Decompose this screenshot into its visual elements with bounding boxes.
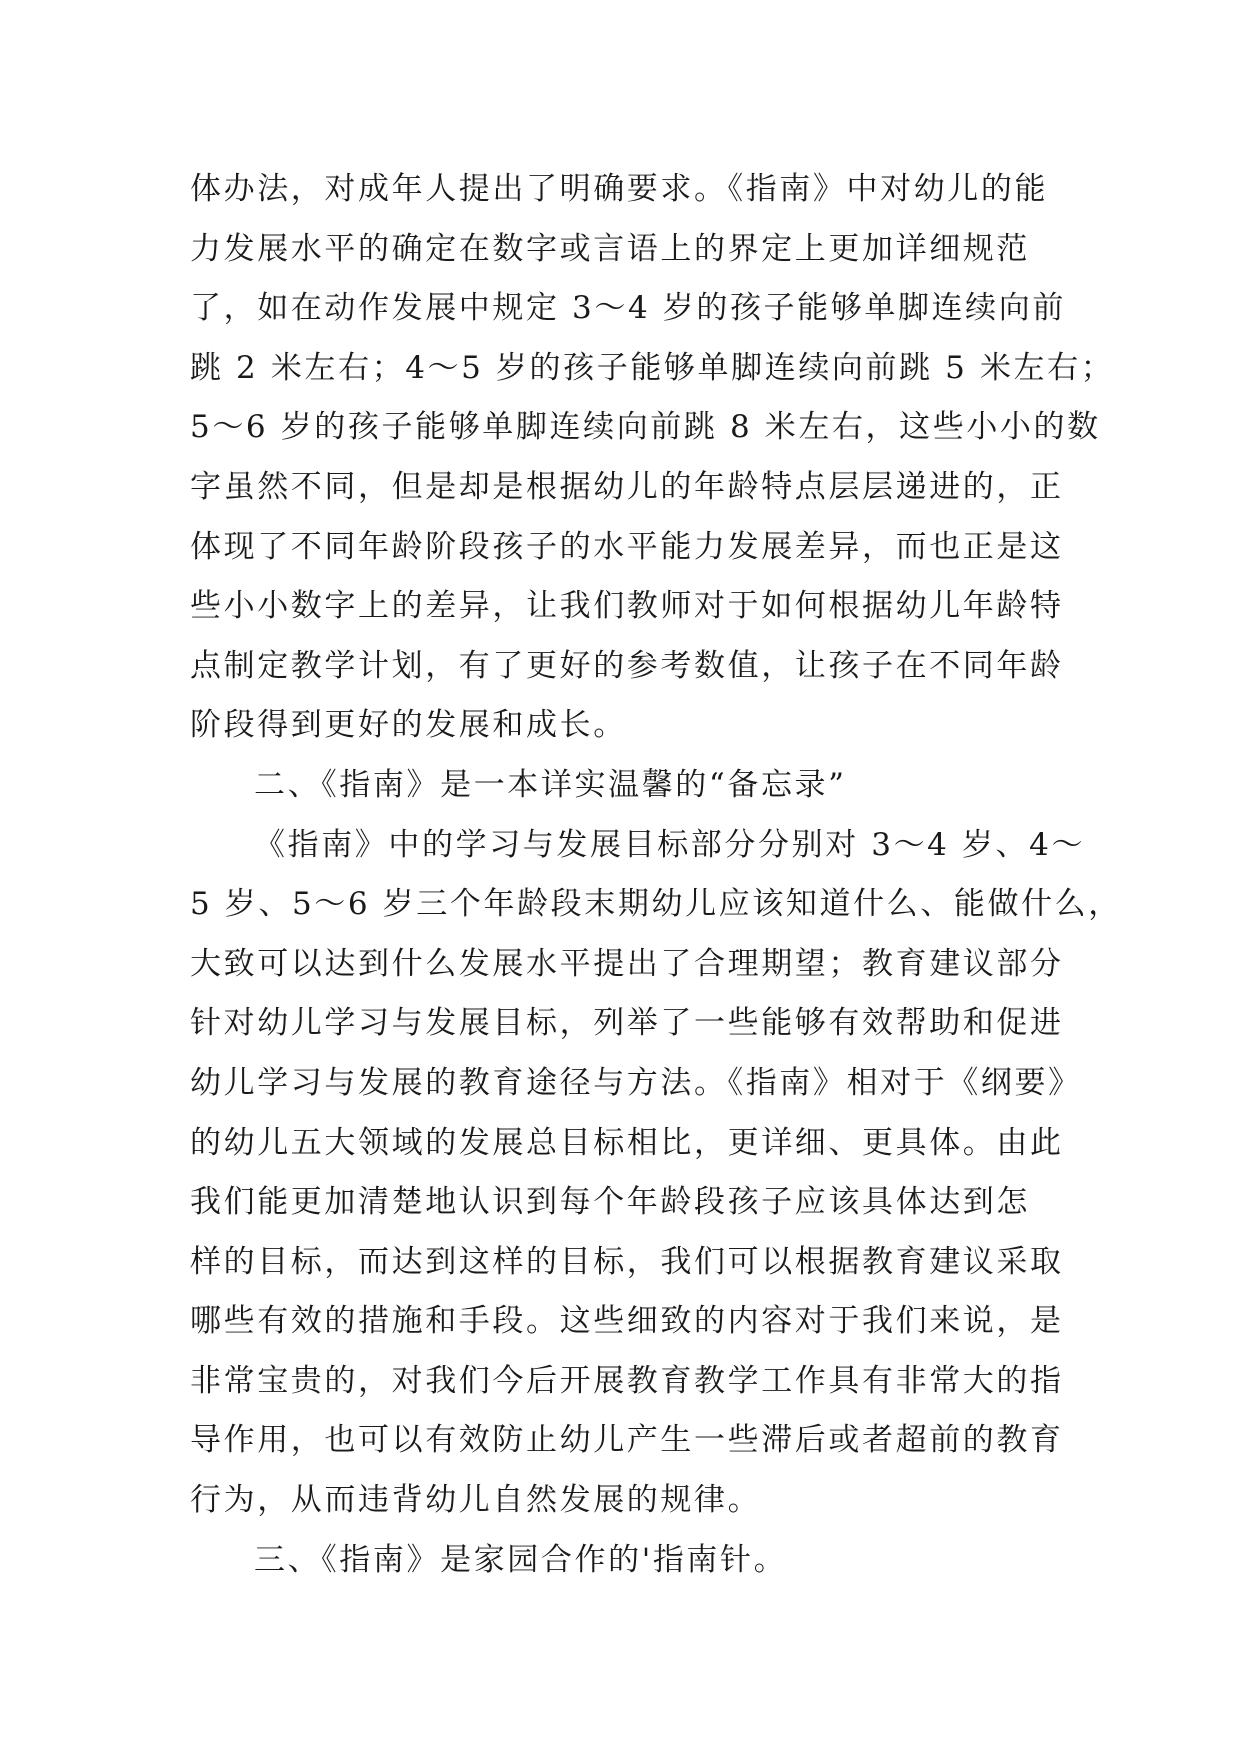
text-line: 阶段得到更好的发展和成长。: [190, 707, 627, 744]
text-line: 跳 2 米左右；4～5 岁的孩子能够单脚连续向前跳 5 米左右；: [190, 349, 1115, 386]
text-line: 我们能更加清楚地认识到每个年龄段孩子应该具体达到怎: [190, 1184, 1030, 1221]
text-line: 大致可以达到什么发展水平提出了合理期望；教育建议部分: [190, 945, 1064, 982]
text-line: 《指南》中的学习与发展目标部分分别对 3～4 岁、4～: [254, 826, 1086, 863]
section-heading: 二、《指南》是一本详实温馨的“备忘录”: [254, 766, 847, 803]
text-line: 非常宝贵的，对我们今后开展教育教学工作具有非常大的指: [190, 1362, 1064, 1399]
text-line: 力发展水平的确定在数字或言语上的界定上更加详细规范: [190, 230, 1030, 267]
text-line: 了，如在动作发展中规定 3～4 岁的孩子能够单脚连续向前: [190, 290, 1066, 327]
text-line: 些小小数字上的差异，让我们教师对于如何根据幼儿年龄特: [190, 588, 1064, 625]
text-line: 字虽然不同，但是却是根据幼儿的年龄特点层层递进的，正: [190, 468, 1064, 505]
text-line: 的幼儿五大领域的发展总目标相比，更详细、更具体。由此: [190, 1124, 1064, 1161]
text-line: 体办法，对成年人提出了明确要求。《指南》中对幼儿的能: [190, 171, 1049, 207]
text-line: 幼儿学习与发展的教育途径与方法。《指南》相对于《纲要》: [190, 1064, 1082, 1101]
text-line: 体现了不同年龄阶段孩子的水平能力发展差异，而也正是这: [190, 528, 1064, 565]
document-body: [190, 160, 1122, 1590]
text-line: 针对幼儿学习与发展目标，列举了一些能够有效帮助和促进: [190, 1005, 1064, 1042]
text-line: 导作用，也可以有效防止幼儿产生一些滞后或者超前的教育: [190, 1422, 1064, 1459]
text-line: 点制定教学计划，有了更好的参考数值，让孩子在不同年龄: [190, 647, 1064, 684]
text-line: 样的目标，而达到这样的目标，我们可以根据教育建议采取: [190, 1243, 1064, 1280]
text-line: 5～6 岁的孩子能够单脚连续向前跳 8 米左右，这些小小的数: [190, 409, 1101, 446]
section-heading: 三、《指南》是家园合作的'指南针。: [254, 1541, 788, 1578]
text-line: 哪些有效的措施和手段。这些细致的内容对于我们来说，是: [190, 1303, 1064, 1340]
text-line: 5 岁、5～6 岁三个年龄段末期幼儿应该知道什么、能做什么，: [190, 886, 1122, 923]
text-line: 行为，从而违背幼儿自然发展的规律。: [190, 1482, 762, 1519]
